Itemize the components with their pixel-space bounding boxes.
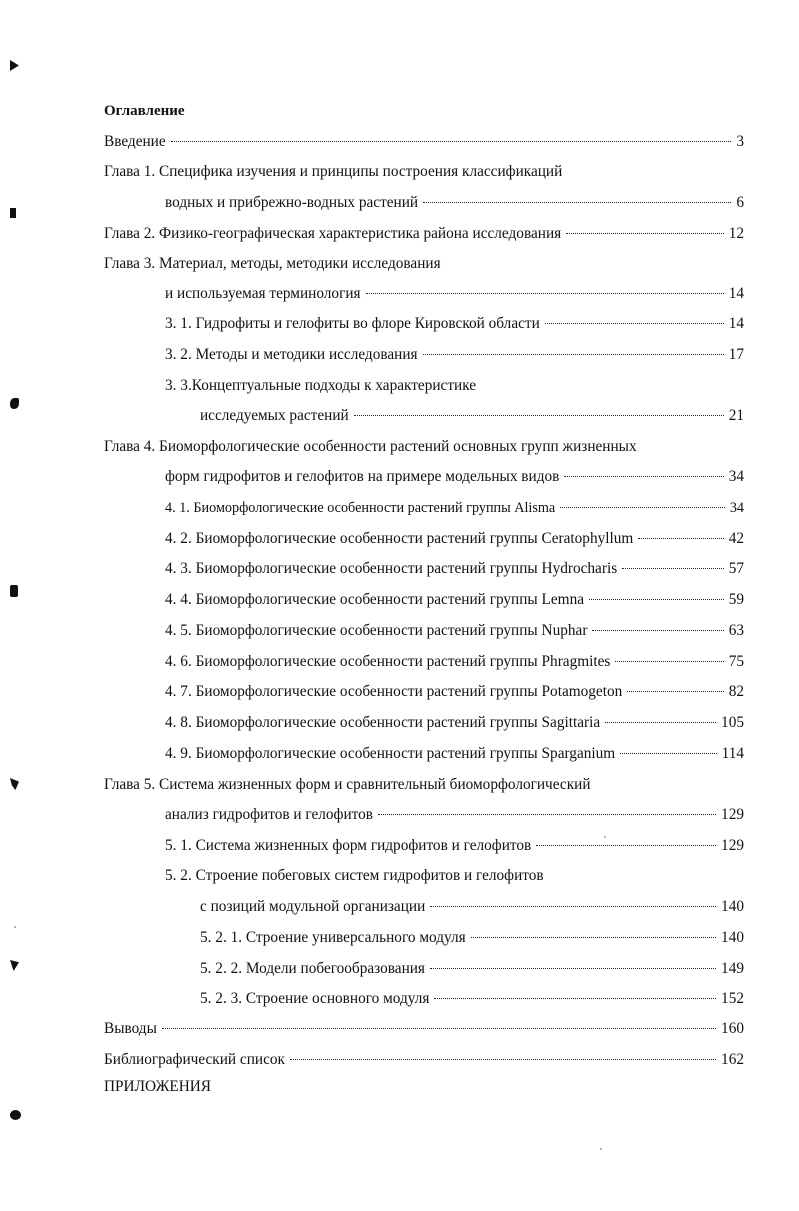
toc-entry-page: 75 (728, 653, 744, 670)
leader-dots (171, 140, 732, 142)
toc-entry-text: 5. 1. Система жизненных форм гидрофитов и гелофитов (165, 837, 532, 854)
toc-entry (104, 1018, 744, 1040)
leader-dots (430, 967, 716, 969)
toc-entry-page: 140 (721, 929, 744, 946)
toc-entry-page: 14 (728, 315, 744, 332)
scan-artifact (10, 585, 18, 597)
toc-entry (165, 313, 744, 335)
toc-entry-page: 21 (728, 407, 744, 424)
leader-dots (589, 598, 724, 600)
toc-entry (165, 497, 744, 519)
toc-entry-page: 34 (729, 500, 744, 516)
toc-entry-text: 4. 3. Биоморфологические особенности растений группы Hydrocharis (165, 560, 618, 577)
leader-dots (638, 537, 723, 539)
toc-entry-text: 4. 4. Биоморфологические особенности растений группы Lemna (165, 591, 585, 608)
scan-speck (600, 1148, 602, 1150)
toc-entry-text: Введение (104, 133, 166, 150)
toc-entry (165, 712, 744, 734)
toc-entry-text: исследуемых растений (200, 407, 349, 424)
leader-dots (471, 936, 716, 938)
toc-entry-text: 3. 3.Концептуальные подходы к характеристике (165, 377, 477, 394)
toc-entry-text: 5. 2. 2. Модели побегообразования (200, 960, 425, 977)
toc-entry (165, 528, 744, 550)
leader-dots (622, 567, 724, 569)
toc-entry (165, 589, 744, 611)
leader-dots (290, 1058, 716, 1060)
toc-entry (165, 743, 744, 765)
toc-entry (165, 804, 744, 826)
leader-dots (615, 660, 723, 662)
scan-artifact (10, 778, 19, 790)
toc-entry-page: 3 (736, 133, 744, 150)
toc-entry-text: анализ гидрофитов и гелофитов (165, 806, 374, 823)
scan-speck (14, 926, 16, 928)
toc-entry-text: форм гидрофитов и гелофитов на примере модельных видов (165, 468, 560, 485)
scan-artifact (10, 1110, 21, 1120)
toc-entry (200, 405, 744, 427)
toc-entry (165, 283, 744, 305)
toc-entry-page: 114 (721, 745, 744, 762)
toc-entry-text: 5. 2. 3. Строение основного модуля (200, 990, 430, 1007)
scan-artifact (10, 398, 19, 409)
leader-dots (627, 690, 723, 692)
toc-entry-page: 149 (721, 960, 744, 977)
toc-entry (200, 927, 744, 949)
toc-entry-text: Глава 2. Физико-географическая характеристика района исследования (104, 225, 562, 242)
toc-entry (165, 620, 744, 642)
toc-entry-page: 160 (721, 1020, 744, 1037)
leader-dots (162, 1027, 716, 1029)
toc-entry (200, 988, 744, 1010)
toc-entry-page: 63 (728, 622, 744, 639)
scan-artifact (10, 960, 19, 971)
toc-entry-page: 34 (728, 468, 744, 485)
toc-entry (165, 375, 744, 397)
toc-entry (104, 1049, 744, 1071)
leader-dots (605, 721, 716, 723)
toc-entry-page: 14 (728, 285, 744, 302)
toc-entry-text: 4. 5. Биоморфологические особенности растений группы Nuphar (165, 622, 588, 639)
toc-entry (104, 774, 744, 796)
toc-entry-text: водных и прибрежно-водных растений (165, 194, 419, 211)
toc-entry-page: 57 (728, 560, 744, 577)
toc-entry-page: 140 (721, 898, 744, 915)
toc-entry-page: 82 (728, 683, 744, 700)
toc-entry (165, 651, 744, 673)
toc-entry-text: Библиографический список (104, 1051, 285, 1068)
appendix-heading: ПРИЛОЖЕНИЯ (104, 1078, 211, 1095)
toc-entry (165, 835, 744, 857)
leader-dots (592, 629, 723, 631)
leader-dots (434, 997, 716, 999)
toc-entry-text: с позиций модульной организации (200, 898, 426, 915)
toc-entry-page: 129 (721, 806, 744, 823)
leader-dots (620, 752, 716, 754)
toc-entry-page: 42 (728, 530, 744, 547)
toc-entry-text: 4. 7. Биоморфологические особенности растений группы Potamogeton (165, 683, 623, 700)
toc-entry-text: 4. 8. Биоморфологические особенности растений группы Sagittaria (165, 714, 601, 731)
toc-entry-page: 162 (721, 1051, 744, 1068)
toc-entry-text: Глава 1. Специфика изучения и принципы построения классификаций (104, 163, 563, 180)
toc-entry-text: 3. 2. Методы и методики исследования (165, 346, 418, 363)
toc-entry (104, 253, 744, 275)
toc-entry (165, 344, 744, 366)
toc-entry-page: 129 (721, 837, 744, 854)
toc-entry-text: и используемая терминология (165, 285, 361, 302)
toc-entry-text: Выводы (104, 1020, 157, 1037)
toc-entry-text: 5. 2. Строение побеговых систем гидрофитов и гелофитов (165, 867, 544, 884)
toc-entry (104, 161, 744, 183)
leader-dots (366, 292, 724, 294)
leader-dots (423, 201, 731, 203)
toc-entry-text: 4. 9. Биоморфологические особенности растений группы Sparganium (165, 745, 616, 762)
toc-entry-text: 5. 2. 1. Строение универсального модуля (200, 929, 466, 946)
leader-dots (430, 905, 716, 907)
toc-entry-text: Глава 3. Материал, методы, методики исследования (104, 255, 441, 272)
leader-dots (564, 475, 723, 477)
leader-dots (354, 414, 724, 416)
leader-dots (545, 322, 724, 324)
toc-entry (200, 896, 744, 918)
scan-artifact (10, 60, 19, 71)
toc-entry-page: 17 (728, 346, 744, 363)
leader-dots (560, 506, 725, 508)
leader-dots (423, 353, 724, 355)
toc-entry (165, 466, 744, 488)
toc-entry-text: Глава 5. Система жизненных форм и сравнительный биоморфологический (104, 776, 591, 793)
toc-entry-page: 105 (721, 714, 744, 731)
toc-entry-text: Глава 4. Биоморфологические особенности растений основных групп жизненных (104, 438, 637, 455)
toc-entry-page: 12 (728, 225, 744, 242)
toc-title: Оглавление (104, 103, 185, 119)
leader-dots (536, 844, 716, 846)
scan-artifact (10, 208, 16, 218)
toc-entry-text: 4. 6. Биоморфологические особенности растений группы Phragmites (165, 653, 611, 670)
toc-entry-text: 4. 2. Биоморфологические особенности растений группы Ceratophyllum (165, 530, 634, 547)
toc-entry (165, 192, 744, 214)
toc-entry (200, 958, 744, 980)
toc-entry-text: 3. 1. Гидрофиты и гелофиты во флоре Кировской области (165, 315, 540, 332)
leader-dots (566, 232, 724, 234)
toc-entry-page: 152 (721, 990, 744, 1007)
toc-entry-page: 59 (728, 591, 744, 608)
leader-dots (378, 813, 716, 815)
toc-entry (165, 558, 744, 580)
toc-entry (165, 681, 744, 703)
toc-entry (104, 223, 744, 245)
toc-entry (165, 865, 744, 887)
toc-entry (104, 436, 744, 458)
toc-entry-text: 4. 1. Биоморфологические особенности растений группы Alisma (165, 500, 556, 516)
toc-entry-page: 6 (736, 194, 744, 211)
toc-entry (104, 131, 744, 153)
